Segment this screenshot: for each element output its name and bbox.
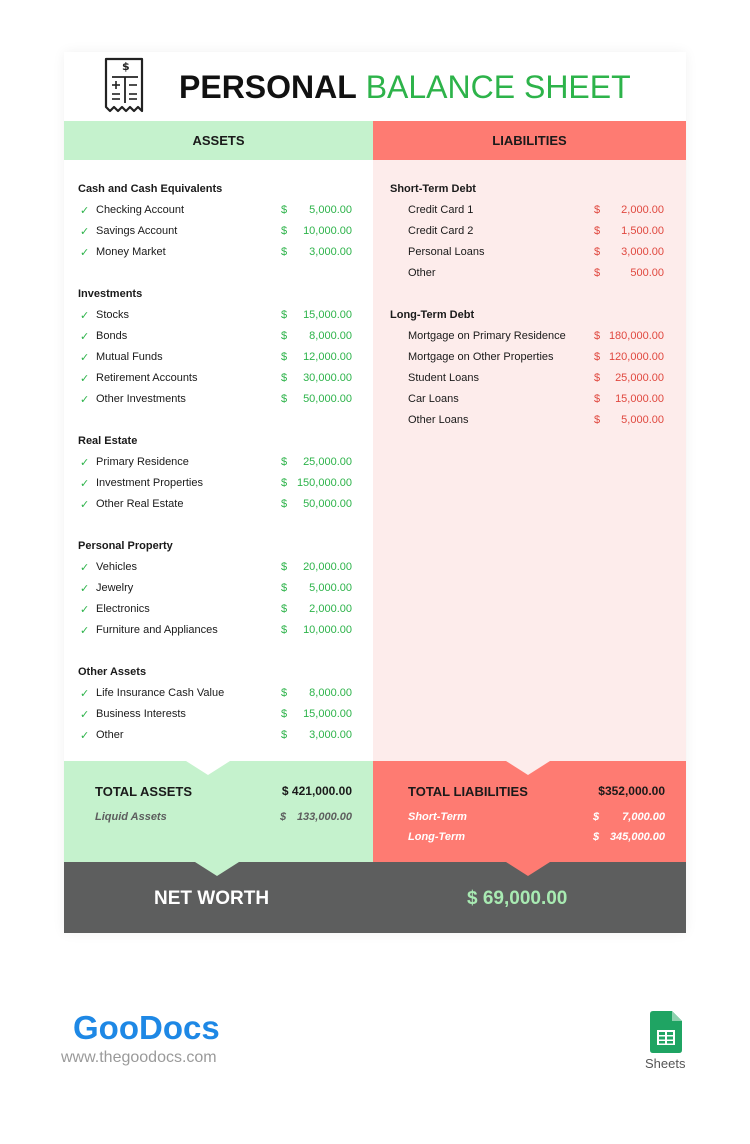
long-term-label: Long-Term xyxy=(408,831,466,843)
check-icon: ✓ xyxy=(80,247,90,259)
asset-dollar: $ xyxy=(281,498,288,510)
asset-section-title: Real Estate xyxy=(78,435,138,447)
balance-sheet xyxy=(64,52,686,933)
liability-dollar: $ xyxy=(594,204,601,216)
asset-row xyxy=(80,498,352,514)
check-icon: ✓ xyxy=(80,394,90,406)
asset-row xyxy=(80,246,352,262)
asset-label: Other Real Estate xyxy=(96,498,184,510)
asset-row xyxy=(80,456,352,472)
asset-label: Life Insurance Cash Value xyxy=(96,687,225,699)
asset-label: Checking Account xyxy=(96,204,185,216)
google-sheets-icon[interactable] xyxy=(650,1011,682,1053)
asset-label: Primary Residence xyxy=(96,456,189,468)
asset-amount: 5,000.00 xyxy=(309,582,352,594)
check-icon: ✓ xyxy=(80,562,90,574)
asset-label: Other xyxy=(96,729,124,741)
liability-label: Other Loans xyxy=(408,414,469,426)
net-worth-notch-right xyxy=(506,862,550,876)
liability-label: Mortgage on Primary Residence xyxy=(408,330,566,342)
asset-dollar: $ xyxy=(281,225,288,237)
assets-header xyxy=(64,121,373,160)
asset-amount: 5,000.00 xyxy=(309,204,352,216)
total-liabilities-label: TOTAL LIABILITIES xyxy=(408,784,528,799)
check-icon: ✓ xyxy=(80,499,90,511)
liability-dollar: $ xyxy=(594,225,601,237)
asset-label: Retirement Accounts xyxy=(96,372,198,384)
long-term-amount: 345,000.00 xyxy=(609,831,665,843)
asset-dollar: $ xyxy=(281,372,288,384)
check-icon: ✓ xyxy=(80,226,90,238)
liability-amount: 1,500.00 xyxy=(621,225,664,237)
asset-dollar: $ xyxy=(281,582,288,594)
asset-label: Jewelry xyxy=(96,582,134,594)
asset-dollar: $ xyxy=(281,687,288,699)
check-icon: ✓ xyxy=(80,352,90,364)
asset-row xyxy=(80,729,352,745)
svg-text:$: $ xyxy=(122,60,130,73)
asset-section-title: Other Assets xyxy=(78,666,147,678)
asset-row xyxy=(80,561,352,577)
asset-label: Bonds xyxy=(96,330,128,342)
asset-dollar: $ xyxy=(281,477,288,489)
asset-dollar: $ xyxy=(281,624,288,636)
asset-dollar: $ xyxy=(281,603,288,615)
check-icon: ✓ xyxy=(80,688,90,700)
asset-amount: 10,000.00 xyxy=(303,225,352,237)
asset-label: Electronics xyxy=(96,603,150,615)
asset-amount: 3,000.00 xyxy=(309,246,352,258)
total-assets-label: TOTAL ASSETS xyxy=(95,784,193,799)
liability-dollar: $ xyxy=(594,372,601,384)
asset-row xyxy=(80,708,352,724)
liability-amount: 2,000.00 xyxy=(621,204,664,216)
asset-amount: 20,000.00 xyxy=(303,561,352,573)
asset-dollar: $ xyxy=(281,708,288,720)
asset-dollar: $ xyxy=(281,561,288,573)
liability-section-title: Long-Term Debt xyxy=(390,309,475,321)
long-term-dollar: $ xyxy=(593,831,600,843)
document-dollar-icon xyxy=(102,57,148,117)
check-icon: ✓ xyxy=(80,310,90,322)
check-icon: ✓ xyxy=(80,457,90,469)
asset-label: Savings Account xyxy=(96,225,178,237)
asset-row xyxy=(80,393,352,409)
asset-row xyxy=(80,624,352,640)
asset-amount: 50,000.00 xyxy=(303,393,352,405)
asset-amount: 15,000.00 xyxy=(303,708,352,720)
asset-amount: 3,000.00 xyxy=(309,729,352,741)
assets-header-label: ASSETS xyxy=(192,133,245,148)
page-title xyxy=(179,68,631,106)
liability-amount: 180,000.00 xyxy=(608,330,664,342)
asset-amount: 8,000.00 xyxy=(309,330,352,342)
asset-amount: 2,000.00 xyxy=(309,603,352,615)
liability-dollar: $ xyxy=(594,351,601,363)
asset-row xyxy=(80,603,352,619)
liability-dollar: $ xyxy=(594,393,601,405)
liability-row xyxy=(408,372,664,388)
asset-dollar: $ xyxy=(281,393,288,405)
asset-amount: 10,000.00 xyxy=(303,624,352,636)
check-icon: ✓ xyxy=(80,205,90,217)
goodocs-logo[interactable]: GooDocs xyxy=(73,1009,220,1046)
asset-row xyxy=(80,687,352,703)
liquid-assets-dollar: $ xyxy=(280,811,287,823)
liability-label: Mortgage on Other Properties xyxy=(408,351,554,363)
asset-section-title: Investments xyxy=(78,288,143,300)
liabilities-header xyxy=(373,121,686,160)
asset-dollar: $ xyxy=(281,309,288,321)
total-assets-amount: $ 421,000.00 xyxy=(281,784,352,798)
asset-dollar: $ xyxy=(281,351,288,363)
liability-dollar: $ xyxy=(594,330,601,342)
total-assets-notch xyxy=(186,761,230,775)
net-worth-label: NET WORTH xyxy=(154,888,270,909)
net-worth-bar xyxy=(64,862,686,933)
liability-label: Student Loans xyxy=(408,372,479,384)
asset-dollar: $ xyxy=(281,729,288,741)
asset-amount: 150,000.00 xyxy=(296,477,352,489)
liabilities-header-label: LIABILITIES xyxy=(492,133,567,148)
liability-row xyxy=(408,204,664,220)
check-icon: ✓ xyxy=(80,478,90,490)
asset-amount: 30,000.00 xyxy=(303,372,352,384)
asset-amount: 12,000.00 xyxy=(303,351,352,363)
total-liabilities-notch xyxy=(506,761,550,775)
asset-label: Furniture and Appliances xyxy=(96,624,218,636)
liability-section-title: Short-Term Debt xyxy=(390,183,476,195)
liability-row xyxy=(408,246,664,262)
asset-dollar: $ xyxy=(281,330,288,342)
check-icon: ✓ xyxy=(80,373,90,385)
total-liabilities-panel xyxy=(373,761,686,862)
asset-label: Vehicles xyxy=(96,561,137,573)
liability-dollar: $ xyxy=(594,414,601,426)
liability-amount: 120,000.00 xyxy=(608,351,664,363)
short-term-amount: 7,000.00 xyxy=(622,811,665,823)
asset-row xyxy=(80,582,352,598)
liability-dollar: $ xyxy=(594,246,601,258)
asset-amount: 15,000.00 xyxy=(303,309,352,321)
liability-label: Other xyxy=(408,267,436,279)
asset-row xyxy=(80,309,352,325)
asset-row xyxy=(80,204,352,220)
liability-amount: 5,000.00 xyxy=(621,414,664,426)
asset-label: Stocks xyxy=(96,309,130,321)
total-liabilities-amount: $352,000.00 xyxy=(598,784,665,798)
asset-row xyxy=(80,351,352,367)
net-worth-notch-left xyxy=(195,862,239,876)
asset-label: Investment Properties xyxy=(96,477,203,489)
asset-row xyxy=(80,225,352,241)
liability-row xyxy=(408,330,664,346)
liability-row xyxy=(408,267,664,283)
check-icon: ✓ xyxy=(80,730,90,742)
asset-label: Other Investments xyxy=(96,393,186,405)
liability-amount: 500.00 xyxy=(630,267,664,279)
liability-dollar: $ xyxy=(594,267,601,279)
asset-label: Money Market xyxy=(96,246,166,258)
check-icon: ✓ xyxy=(80,583,90,595)
liability-label: Credit Card 2 xyxy=(408,225,474,237)
liability-row xyxy=(408,414,664,430)
check-icon: ✓ xyxy=(80,331,90,343)
asset-label: Mutual Funds xyxy=(96,351,163,363)
liability-row xyxy=(408,225,664,241)
asset-amount: 50,000.00 xyxy=(303,498,352,510)
short-term-dollar: $ xyxy=(593,811,600,823)
net-worth-value: $ 69,000.00 xyxy=(467,888,568,909)
liquid-assets-label: Liquid Assets xyxy=(95,811,167,823)
liability-amount: 25,000.00 xyxy=(615,372,664,384)
asset-section-title: Personal Property xyxy=(78,540,173,552)
asset-section-title: Cash and Cash Equivalents xyxy=(78,183,223,195)
asset-dollar: $ xyxy=(281,246,288,258)
liability-row xyxy=(408,351,664,367)
liquid-assets-amount: 133,000.00 xyxy=(296,811,352,823)
asset-dollar: $ xyxy=(281,204,288,216)
liability-amount: 3,000.00 xyxy=(621,246,664,258)
total-assets-panel xyxy=(64,761,373,862)
title-light: BALANCE SHEET xyxy=(365,69,631,105)
check-icon: ✓ xyxy=(80,625,90,637)
short-term-label: Short-Term xyxy=(408,811,467,823)
check-icon: ✓ xyxy=(80,709,90,721)
check-icon: ✓ xyxy=(80,604,90,616)
liability-amount: 15,000.00 xyxy=(615,393,664,405)
asset-row xyxy=(80,330,352,346)
sheets-label: Sheets xyxy=(645,1056,686,1071)
liability-row xyxy=(408,393,664,409)
asset-label: Business Interests xyxy=(96,708,186,720)
website-link[interactable]: www.thegoodocs.com xyxy=(61,1049,217,1066)
asset-amount: 25,000.00 xyxy=(303,456,352,468)
asset-amount: 8,000.00 xyxy=(309,687,352,699)
asset-row xyxy=(80,477,352,493)
title-bar xyxy=(64,52,686,121)
asset-row xyxy=(80,372,352,388)
title-bold: PERSONAL xyxy=(179,69,357,105)
liability-label: Credit Card 1 xyxy=(408,204,474,216)
liability-label: Personal Loans xyxy=(408,246,485,258)
asset-dollar: $ xyxy=(281,456,288,468)
liability-label: Car Loans xyxy=(408,393,459,405)
